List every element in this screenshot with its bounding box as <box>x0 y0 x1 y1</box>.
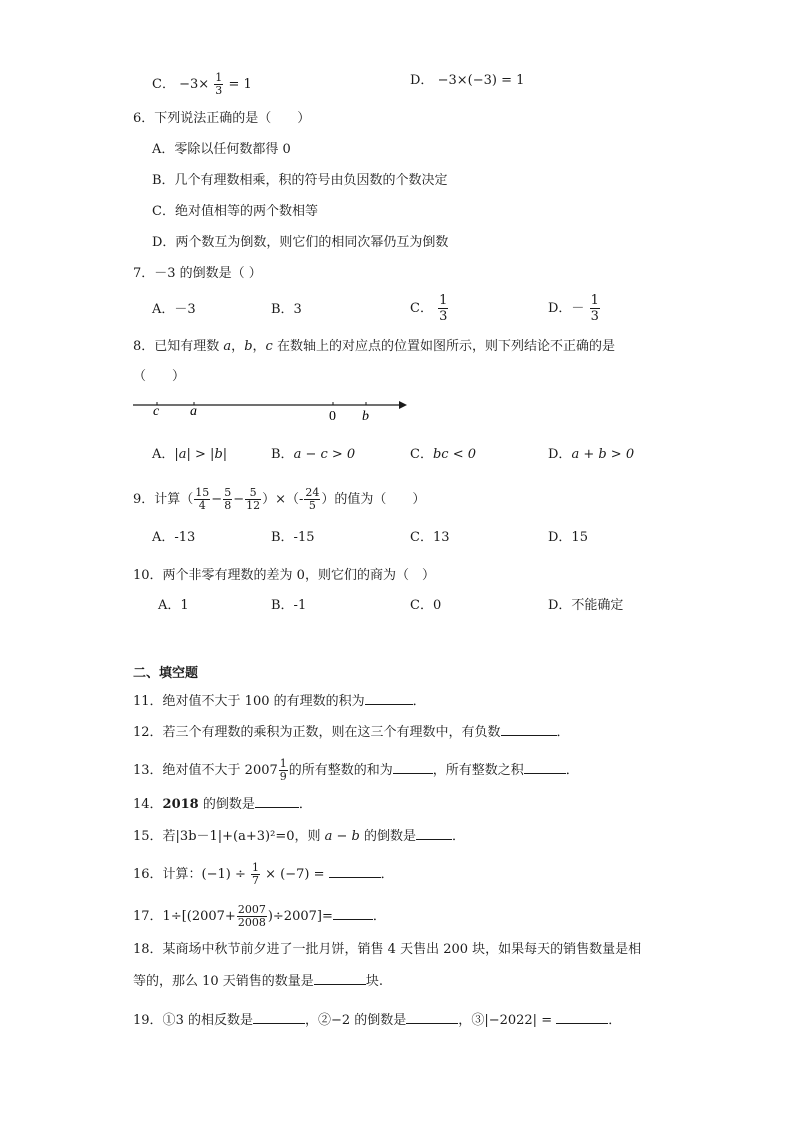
question-text: ， <box>304 1013 318 1028</box>
q6-option-a[interactable]: A．零除以任何数都得 0 <box>152 142 291 157</box>
question-text: 3 的相反数是 <box>175 1013 253 1028</box>
q7-stem: 7．－3 的倒数是（ ） <box>133 266 262 281</box>
question-text: 19． <box>133 1013 163 1028</box>
q17 <box>133 904 386 929</box>
q9-option-c[interactable]: C．13 <box>410 530 450 545</box>
question-text: 的倒数是 <box>359 829 416 844</box>
question-text: 12．若三个有理数的乘积为正数，则在这三个有理数中，有负数 <box>133 725 501 740</box>
q7-option-c[interactable] <box>410 293 449 324</box>
q13 <box>133 758 579 783</box>
option-label: A． <box>152 447 175 462</box>
q5-option-c[interactable] <box>152 72 252 97</box>
question-text: 的所有整数的和为 <box>288 763 393 778</box>
q10-option-a[interactable]: A．1 <box>158 598 189 613</box>
question-text: 11．绝对值不大于 100 的有理数的积为 <box>133 694 365 709</box>
answer-blank[interactable] <box>406 1011 458 1024</box>
q16 <box>133 862 394 887</box>
stem-text: ）×（- <box>262 492 304 507</box>
q9-option-a[interactable]: A．-13 <box>152 530 196 545</box>
option-label: C． <box>410 447 433 462</box>
q8-option-c[interactable] <box>410 446 476 464</box>
answer-blank[interactable] <box>365 692 413 705</box>
q10-option-c[interactable]: C．0 <box>410 598 442 613</box>
numerator: 24 <box>305 486 320 499</box>
stem-text: ）的值为（ ） <box>321 492 426 507</box>
numerator: 1 <box>215 71 223 84</box>
question-text: |−2022| = <box>484 1013 557 1028</box>
denominator: 12 <box>246 499 261 512</box>
q14 <box>133 795 312 814</box>
circled-number-1: ① <box>162 1013 176 1028</box>
variable: b <box>244 339 253 354</box>
expr-text: a − c > 0 <box>293 447 356 462</box>
fraction <box>590 293 600 324</box>
question-text: 13．绝对值不大于 2007 <box>133 763 278 778</box>
question-text: × (−7) = <box>261 867 329 882</box>
expr-text: −3×(−3) = 1 <box>437 73 525 88</box>
label-c: c <box>153 404 160 419</box>
denominator: 2008 <box>237 916 266 929</box>
answer-blank[interactable] <box>524 761 566 774</box>
fraction <box>251 862 260 887</box>
circled-number-2: ② <box>317 1013 331 1028</box>
q7-option-d[interactable] <box>548 293 601 324</box>
operator: − <box>233 492 245 507</box>
fraction <box>214 72 223 97</box>
numerator: 15 <box>195 486 210 499</box>
q8-stem <box>133 338 615 356</box>
question-text: ． <box>565 763 579 778</box>
numerator: 5 <box>245 487 261 500</box>
section-heading: 二、填空题 <box>133 666 199 681</box>
fraction <box>223 487 232 512</box>
label-zero: 0 <box>329 409 336 424</box>
fraction <box>245 487 261 512</box>
question-text: ． <box>412 694 426 709</box>
question-text: −2 的倒数是 <box>331 1013 407 1028</box>
option-label: D．－ <box>548 301 585 316</box>
question-text: 等的，那么 10 天销售的数量是 <box>133 974 314 989</box>
q15 <box>133 827 465 846</box>
question-text: )÷2007]= <box>267 909 333 924</box>
q18-line-2 <box>133 972 383 991</box>
answer-blank[interactable] <box>255 795 299 808</box>
q10-option-d[interactable]: D．不能确定 <box>548 598 624 613</box>
question-text: 17．1÷[(2007+ <box>133 909 236 924</box>
question-text: 14． <box>133 797 163 812</box>
stem-text: 8．已知有理数 <box>133 339 224 354</box>
stem-text: ， <box>252 339 266 354</box>
option-label: C． <box>410 301 433 316</box>
label-a: a <box>190 404 197 419</box>
question-text: ， <box>458 1013 472 1028</box>
question-number-bold: 2018 <box>162 797 199 812</box>
question-text: ． <box>608 1013 622 1028</box>
expr-text: = 1 <box>228 77 252 92</box>
variable: a <box>223 339 232 354</box>
denominator: 3 <box>215 84 223 97</box>
denominator: 8 <box>224 499 232 512</box>
label-b: b <box>362 409 369 424</box>
question-text: ，所有整数之积 <box>432 763 524 778</box>
stem-text: ， <box>231 339 245 354</box>
denominator: 7 <box>252 874 260 887</box>
option-label: B． <box>271 447 294 462</box>
denominator: 3 <box>439 309 448 324</box>
question-text: ． <box>556 725 570 740</box>
q9-option-d[interactable]: D．15 <box>548 530 588 545</box>
expr-text: −3× <box>179 77 210 92</box>
operator: − <box>211 492 223 507</box>
answer-blank[interactable] <box>393 761 433 774</box>
q9-stem <box>133 487 425 512</box>
option-label: D． <box>548 447 572 462</box>
answer-blank[interactable] <box>556 1011 608 1024</box>
q19 <box>133 1011 621 1030</box>
arrow-head-icon <box>399 401 407 409</box>
expr-text: a + b > 0 <box>571 447 635 462</box>
numerator: 5 <box>224 486 232 499</box>
question-text: ． <box>298 797 312 812</box>
answer-blank[interactable] <box>253 1011 305 1024</box>
expr-text: bc < 0 <box>432 447 476 462</box>
q8-paren: （ ） <box>133 369 186 384</box>
question-text: 16．计算：(−1) ÷ <box>133 867 251 882</box>
expr-text: a − b <box>324 829 360 844</box>
q18-line-1: 18．某商场中秋节前夕进了一批月饼，销售 4 天售出 200 块，如果每天的销售数量是相 <box>133 942 642 957</box>
q6-stem: 6．下列说法正确的是（ ） <box>133 111 311 126</box>
fraction <box>194 487 210 512</box>
denominator: 5 <box>308 499 316 512</box>
numerator: 1 <box>439 293 448 308</box>
q6-option-b[interactable]: B．几个有理数相乘，积的符号由负因数的个数决定 <box>152 173 448 188</box>
q8-option-a[interactable] <box>152 446 227 464</box>
numerator: 2007 <box>237 903 266 916</box>
fraction <box>304 487 320 512</box>
stem-text: 在数轴上的对应点的位置如图所示，则下列结论不正确的是 <box>272 339 615 354</box>
denominator: 3 <box>590 309 599 324</box>
q10-stem: 10．两个非零有理数的差为 0，则它们的商为（ ） <box>133 568 435 583</box>
question-text: 15．若|3b－1|+(a+3)²=0，则 <box>133 829 325 844</box>
answer-blank[interactable] <box>416 827 452 840</box>
numerator: 1 <box>279 757 287 770</box>
question-text: ． <box>380 867 394 882</box>
q12 <box>133 723 570 742</box>
q9-option-b[interactable]: B．-15 <box>271 530 315 545</box>
variable: c <box>265 339 273 354</box>
numerator: 1 <box>252 861 260 874</box>
expr-text: |a| > |b| <box>174 447 228 462</box>
answer-blank[interactable] <box>314 972 366 985</box>
question-text: ． <box>372 909 386 924</box>
question-text: 块. <box>365 974 383 989</box>
q7-option-b[interactable]: B．3 <box>271 302 302 317</box>
q5-option-d[interactable] <box>410 72 524 90</box>
question-text: ． <box>452 829 466 844</box>
fraction <box>279 758 288 783</box>
q8-option-d[interactable] <box>548 446 634 464</box>
answer-blank[interactable] <box>329 865 381 878</box>
q6-option-d[interactable]: D．两个数互为倒数，则它们的相同次幂仍互为倒数 <box>152 235 449 250</box>
number-line-figure <box>133 394 408 424</box>
answer-blank[interactable] <box>333 907 373 920</box>
question-text: 的倒数是 <box>198 797 255 812</box>
q8-option-b[interactable] <box>271 446 355 464</box>
denominator: 9 <box>279 770 287 783</box>
q10-option-b[interactable]: B．-1 <box>271 598 307 613</box>
q7-option-a[interactable]: A．－3 <box>152 302 196 317</box>
q6-option-c[interactable]: C．绝对值相等的两个数相等 <box>152 204 318 219</box>
fraction <box>438 293 448 324</box>
fraction <box>237 904 267 929</box>
stem-text: 9．计算（ <box>133 492 194 507</box>
numerator: 1 <box>590 293 599 308</box>
option-label: C． <box>152 77 175 92</box>
option-label: D． <box>410 73 434 88</box>
q11 <box>133 692 426 711</box>
circled-number-3: ③ <box>471 1013 485 1028</box>
denominator: 4 <box>198 499 206 512</box>
answer-blank[interactable] <box>501 723 557 736</box>
